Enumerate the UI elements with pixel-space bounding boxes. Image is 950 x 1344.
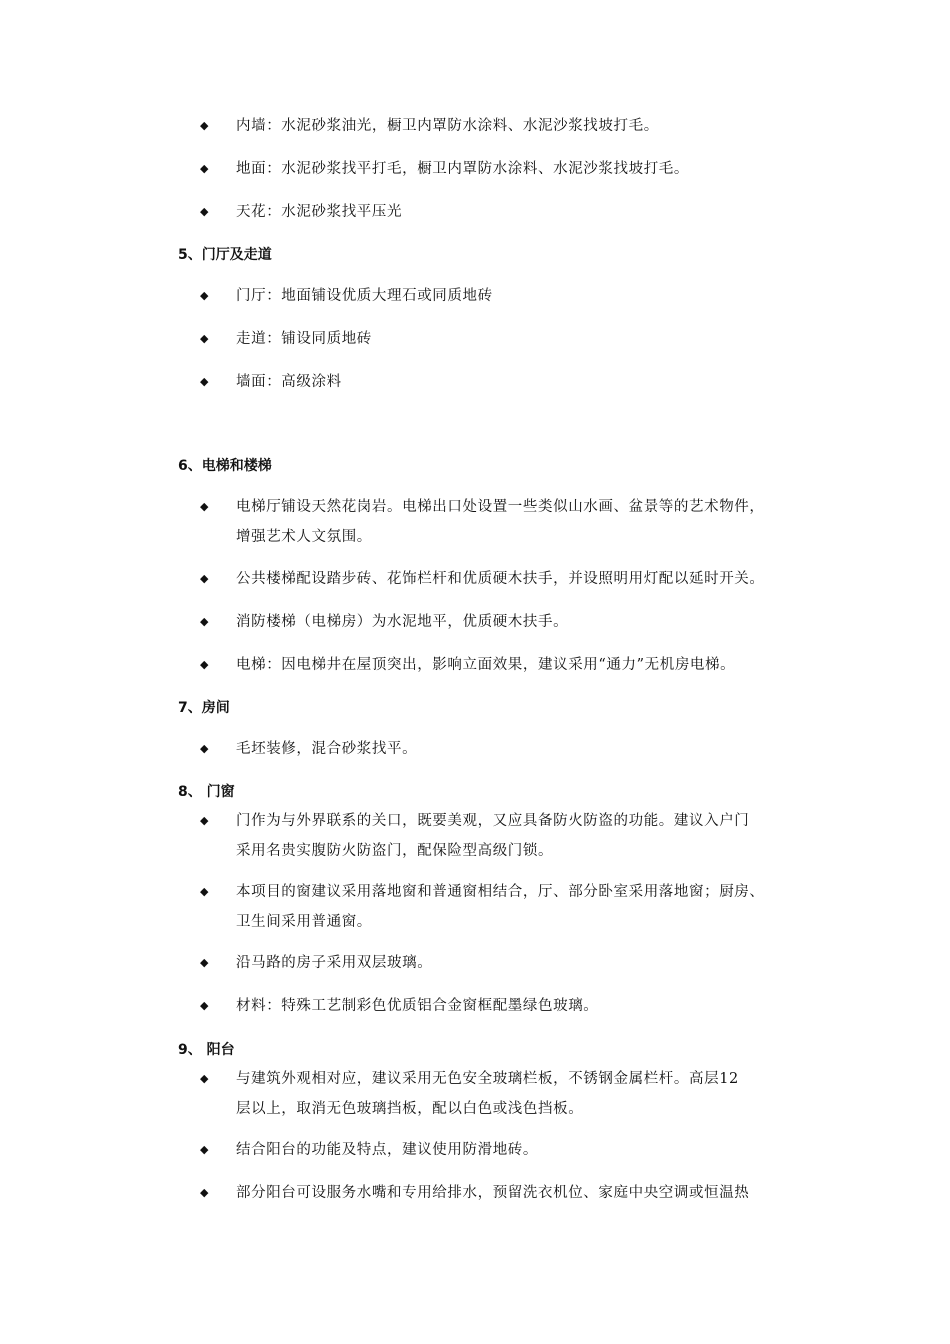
section-heading: 8、 门窗	[178, 784, 235, 800]
bullet-text: 沿马路的房子采用双层玻璃。	[236, 955, 433, 971]
bullet-text: 电梯厅铺设天然花岗岩。电梯出口处设置一些类似山水画、盆景等的艺术物件，	[236, 499, 765, 515]
bullet-text: 地面：水泥砂浆找平打毛，橱卫内罩防水涂料、水泥沙浆找坡打毛。	[236, 161, 689, 177]
diamond-bullet-icon: ◆	[200, 375, 209, 388]
diamond-bullet-icon: ◆	[200, 742, 209, 755]
bullet-text: 采用名贵实腹防火防盗门，配保险型高级门锁。	[236, 843, 554, 859]
bullet-item	[200, 111, 820, 141]
bullet-item	[200, 564, 820, 594]
diamond-bullet-icon: ◆	[200, 956, 209, 969]
bullet-item	[200, 492, 820, 552]
diamond-bullet-icon: ◆	[200, 885, 209, 898]
bullet-item	[200, 991, 820, 1021]
diamond-bullet-icon: ◆	[200, 1143, 209, 1156]
bullet-text: 电梯：因电梯井在屋顶突出，影响立面效果，建议采用“通力”无机房电梯。	[236, 657, 736, 673]
diamond-bullet-icon: ◆	[200, 999, 209, 1012]
bullet-text: 消防楼梯（电梯房）为水泥地平，优质硬木扶手。	[236, 614, 569, 630]
diamond-bullet-icon: ◆	[200, 500, 209, 513]
section-heading: 7、房间	[178, 700, 230, 716]
bullet-item	[200, 197, 820, 227]
diamond-bullet-icon: ◆	[200, 1072, 209, 1085]
bullet-text: 门厅：地面铺设优质大理石或同质地砖	[236, 288, 493, 304]
diamond-bullet-icon: ◆	[200, 162, 209, 175]
bullet-text: 天花：水泥砂浆找平压光	[236, 204, 403, 220]
diamond-bullet-icon: ◆	[200, 1186, 209, 1199]
diamond-bullet-icon: ◆	[200, 332, 209, 345]
bullet-item	[200, 806, 820, 866]
bullet-text: 门作为与外界联系的关口，既要美观，又应具备防火防盗的功能。建议入户门	[236, 813, 750, 829]
section-heading: 6、电梯和楼梯	[178, 458, 272, 474]
bullet-item	[200, 734, 820, 764]
diamond-bullet-icon: ◆	[200, 205, 209, 218]
bullet-item	[200, 1178, 820, 1208]
diamond-bullet-icon: ◆	[200, 119, 209, 132]
section-heading: 9、 阳台	[178, 1042, 235, 1058]
bullet-text: 走道：铺设同质地砖	[236, 331, 372, 347]
diamond-bullet-icon: ◆	[200, 572, 209, 585]
bullet-text: 毛坯装修，混合砂浆找平。	[236, 741, 418, 757]
bullet-item	[200, 367, 820, 397]
bullet-text: 与建筑外观相对应，建议采用无色安全玻璃栏板，不锈钢金属栏杆。高层12	[236, 1071, 739, 1087]
bullet-text: 公共楼梯配设踏步砖、花饰栏杆和优质硬木扶手，并设照明用灯配以延时开关。	[236, 571, 765, 587]
bullet-text: 部分阳台可设服务水嘴和专用给排水，预留洗衣机位、家庭中央空调或恒温热	[236, 1185, 750, 1201]
bullet-text: 内墙：水泥砂浆油光，橱卫内罩防水涂料、水泥沙浆找坡打毛。	[236, 118, 659, 134]
bullet-item	[200, 1135, 820, 1165]
bullet-text: 结合阳台的功能及特点，建议使用防滑地砖。	[236, 1142, 538, 1158]
bullet-item	[200, 877, 820, 937]
bullet-item	[200, 324, 820, 354]
bullet-item	[200, 607, 820, 637]
diamond-bullet-icon: ◆	[200, 814, 209, 827]
bullet-text: 墙面：高级涂料	[236, 374, 342, 390]
diamond-bullet-icon: ◆	[200, 615, 209, 628]
section-heading: 5、门厅及走道	[178, 247, 272, 263]
bullet-text: 增强艺术人文氛围。	[236, 529, 372, 545]
bullet-item	[200, 154, 820, 184]
bullet-text: 层以上，取消无色玻璃挡板，配以白色或浅色挡板。	[236, 1101, 584, 1117]
bullet-item	[200, 281, 820, 311]
bullet-text: 卫生间采用普通窗。	[236, 914, 372, 930]
bullet-item	[200, 948, 820, 978]
bullet-text: 材料：特殊工艺制彩色优质铝合金窗框配墨绿色玻璃。	[236, 998, 599, 1014]
diamond-bullet-icon: ◆	[200, 289, 209, 302]
bullet-item	[200, 650, 820, 680]
bullet-item	[200, 1064, 820, 1124]
bullet-text: 本项目的窗建议采用落地窗和普通窗相结合，厅、部分卧室采用落地窗；厨房、	[236, 884, 765, 900]
diamond-bullet-icon: ◆	[200, 658, 209, 671]
